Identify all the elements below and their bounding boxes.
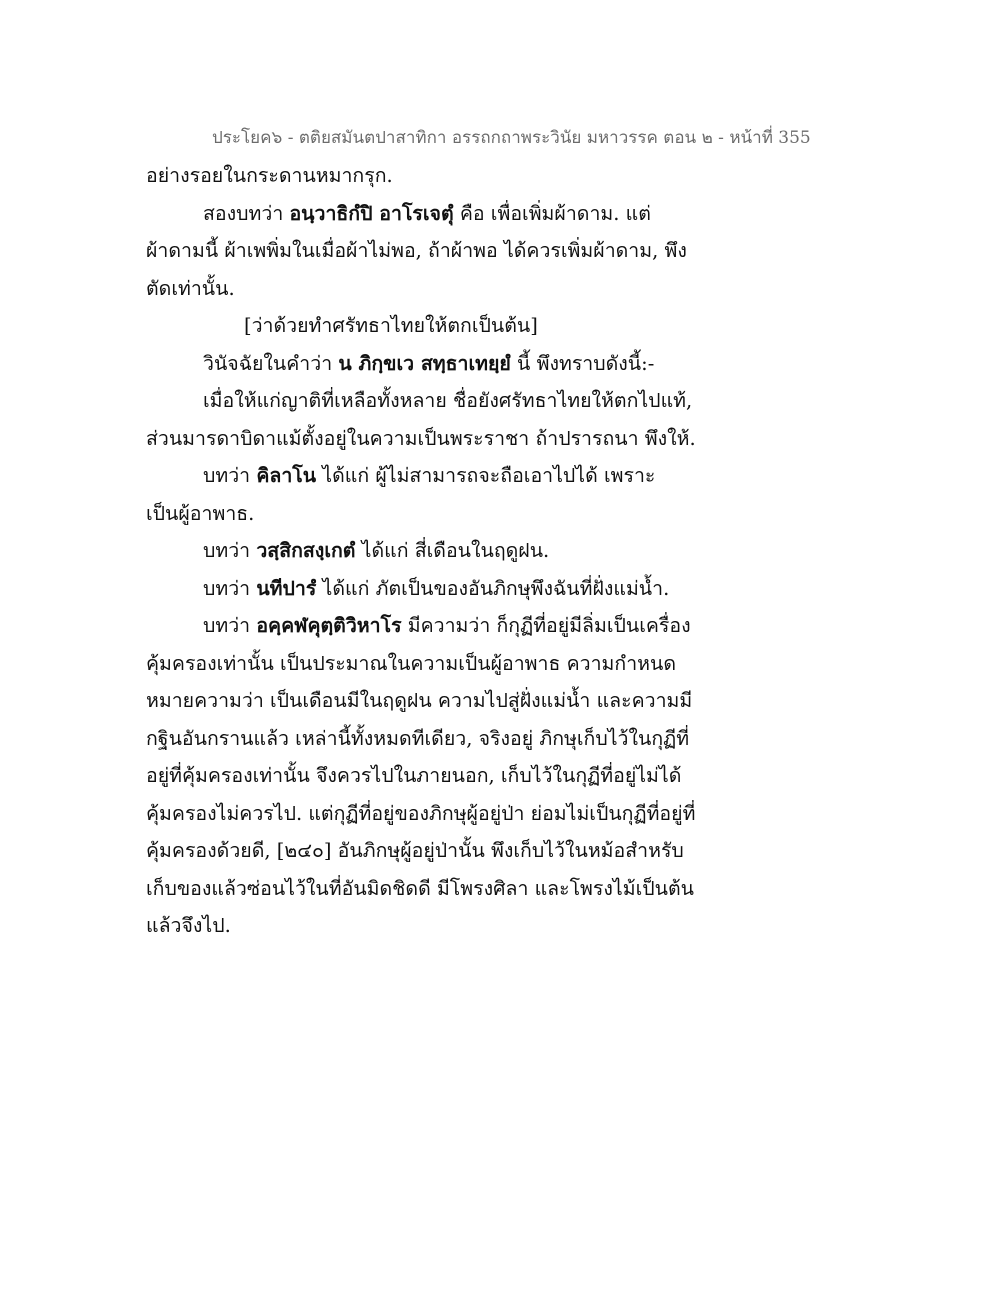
text-span: บทว่า [203, 576, 257, 600]
text-span: หมายความว่า เป็นเดือนมีในฤดูฝน ความไปสู่ฝั่งแม่น้ำ และความมี [146, 689, 693, 712]
text-span: คือ เพื่อเพิ่มผ้าดาม. แต่ [453, 201, 651, 225]
text-line [146, 457, 706, 495]
text-span: [ว่าด้วยทำศรัทธาไทยให้ตกเป็นต้น] [244, 314, 538, 337]
text-span: บทว่า [203, 539, 257, 562]
text-span: ได้แก่ ผู้ไม่สามารถจะถือเอาไปได้ เพราะ [316, 464, 656, 487]
text-span: อย่างรอยในกระดานหมากรุก. [146, 164, 393, 187]
text-span: เก็บของแล้วซ่อนไว้ในที่อันมิดชิดดี มีโพรงศิลา และโพรงไม้เป็นต้น [146, 876, 694, 900]
text-line [146, 757, 706, 795]
text-line [146, 907, 706, 945]
text-span: นี้ พึงทราบดังนี้:- [510, 351, 655, 375]
text-line [146, 607, 706, 645]
section-heading [146, 307, 706, 345]
pali-term: อคฺคฬคุตฺติวิหาโร [256, 614, 402, 637]
text-span: บทว่า [203, 464, 257, 487]
text-span: ได้แก่ ภัตเป็นของอันภิกษุพึงฉันที่ฝั่งแม่น้ำ. [316, 576, 670, 600]
text-line [146, 832, 706, 870]
text-span: อยู่ที่คุ้มครองเท่านั้น จึงควรไปในภายนอก, เก็บไว้ในกุฏีที่อยู่ไม่ได้ [146, 764, 682, 787]
text-line [146, 570, 706, 608]
text-line [146, 270, 706, 308]
pali-term: คิลาโน [256, 464, 317, 487]
text-line [146, 682, 706, 720]
text-line [146, 232, 706, 270]
text-line [146, 870, 706, 908]
text-span: คุ้มครองเท่านั้น เป็นประมาณในความเป็นผู้อาพาธ ความกำหนด [146, 651, 676, 675]
text-span: ส่วนมารดาบิดาแม้ตั้งอยู่ในความเป็นพระราชา ถ้าปรารถนา พึงให้. [146, 426, 696, 450]
text-span: คุ้มครองไม่ควรไป. แต่กุฏีที่อยู่ของภิกษุผู้อยู่ป่า ย่อมไม่เป็นกุฏีที่อยู่ที่ [146, 801, 696, 825]
running-header: ประโยค๖ - ตติยสมันตปาสาทิกา อรรถกถาพระวินัย มหาวรรค ตอน ๒ - หน้าที่ 355 [212, 128, 811, 148]
text-line [146, 645, 706, 683]
text-span: เป็นผู้อาพาธ. [146, 501, 255, 525]
text-line [146, 532, 706, 570]
text-span: สองบทว่า [203, 201, 290, 225]
body-text [146, 157, 706, 945]
text-line [146, 795, 706, 833]
text-span: ผ้าดามนี้ ผ้าเพพิ่มในเมื่อผ้าไม่พอ, ถ้าผ้าพอ ได้ควรเพิ่มผ้าดาม, พึง [146, 239, 687, 262]
text-line [146, 382, 706, 420]
pali-term: อนฺวาธิกํปิ อาโรเจตุํ [289, 201, 454, 225]
text-line [146, 720, 706, 758]
text-span: กฐินอันกรานแล้ว เหล่านี้ทั้งหมดทีเดียว, จริงอยู่ ภิกษุเก็บไว้ในกุฏีที่ [146, 726, 690, 750]
pali-term: น ภิกฺขเว สทฺธาเทยฺยํ [338, 351, 511, 375]
text-span: วินัจฉัยในคำว่า [203, 351, 339, 375]
text-span: คุ้มครองด้วยดี, [๒๔๐] อันภิกษุผู้อยู่ป่านั้น พึงเก็บไว้ในหม้อสำหรับ [146, 839, 684, 862]
text-line [146, 495, 706, 533]
text-span: ได้แก่ สี่เดือนในฤดูฝน. [355, 539, 550, 562]
text-line [146, 420, 706, 458]
pali-term: นทีปารํ [256, 576, 317, 600]
text-span: บทว่า [203, 614, 257, 637]
text-line [146, 195, 706, 233]
pali-term: วสฺสิกสงฺเกตํ [256, 539, 356, 562]
text-span: มีความว่า ก็กุฏีที่อยู่มีลิ่มเป็นเครื่อง [401, 614, 691, 637]
text-span: เมื่อให้แก่ญาติที่เหลือทั้งหลาย ชื่อยังศรัทธาไทยให้ตกไปแท้, [203, 389, 693, 412]
text-span: แล้วจึงไป. [146, 914, 231, 937]
text-span: ตัดเท่านั้น. [146, 276, 235, 300]
text-line [146, 157, 706, 195]
text-line [146, 345, 706, 383]
